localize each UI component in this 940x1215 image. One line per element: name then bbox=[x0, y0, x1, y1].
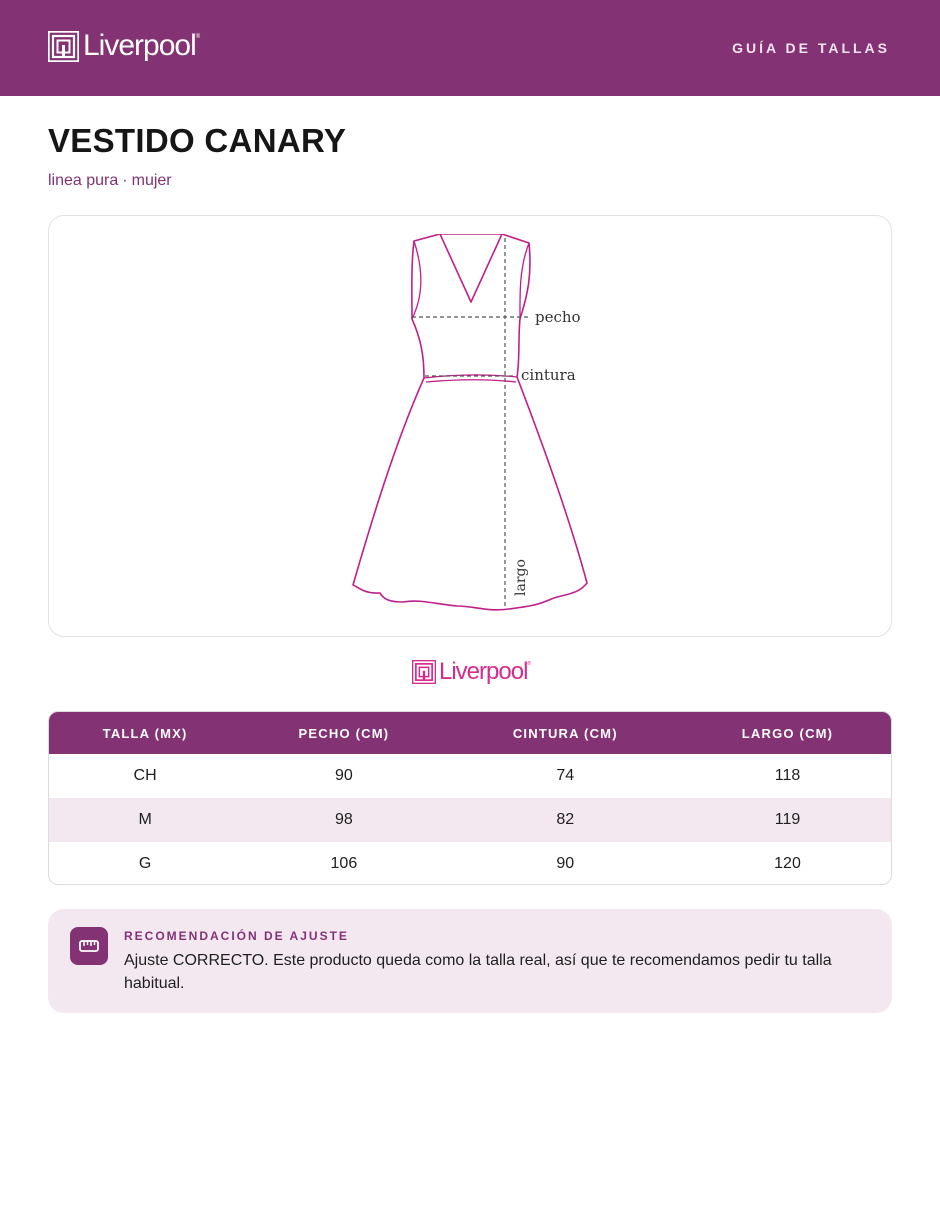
cell-chest: 98 bbox=[334, 811, 353, 828]
table-row bbox=[49, 842, 891, 885]
table-header-row bbox=[49, 712, 891, 754]
chest-label: pecho bbox=[535, 308, 581, 326]
size-table-card bbox=[48, 711, 892, 885]
length-label: largo bbox=[513, 559, 529, 596]
product-title: VESTIDO CANARY bbox=[48, 122, 347, 159]
size-table bbox=[49, 712, 891, 885]
trademark-symbol: ® bbox=[195, 34, 201, 40]
brand-wordmark: Liverpool bbox=[83, 29, 196, 62]
waist-seam-bottom bbox=[426, 380, 516, 382]
cell-chest: 90 bbox=[334, 767, 353, 784]
product-gender: mujer bbox=[131, 172, 172, 189]
strap-right bbox=[520, 243, 529, 319]
size-guide-link[interactable]: GUÍA DE TALLAS bbox=[732, 40, 890, 56]
dress-outline bbox=[353, 234, 587, 610]
column-header-chest: PECHO (CM) bbox=[298, 725, 390, 741]
brand-logo[interactable] bbox=[48, 30, 200, 62]
dress-diagram-card bbox=[48, 215, 892, 637]
waist-label: cintura bbox=[521, 366, 576, 384]
cell-size: CH bbox=[133, 767, 157, 784]
table-row bbox=[49, 754, 891, 798]
cell-length: 120 bbox=[774, 855, 801, 872]
column-header-size: TALLA (MX) bbox=[102, 725, 188, 741]
cell-length: 118 bbox=[774, 767, 801, 784]
brand-logo-secondary bbox=[412, 659, 531, 685]
cell-length: 119 bbox=[774, 811, 801, 828]
column-header-waist: CINTURA (CM) bbox=[512, 725, 618, 741]
trademark-symbol: ® bbox=[527, 661, 532, 667]
column-header-length: LARGO (CM) bbox=[741, 725, 834, 741]
product-subtitle bbox=[48, 172, 172, 190]
table-row bbox=[49, 798, 891, 842]
cell-chest: 106 bbox=[330, 855, 358, 872]
subtitle-separator: · bbox=[122, 172, 128, 189]
product-line: linea pura bbox=[48, 172, 119, 189]
cell-waist: 90 bbox=[556, 855, 575, 872]
ruler-icon bbox=[70, 927, 108, 965]
liverpool-logo-icon bbox=[412, 660, 436, 684]
fit-recommendation-title: RECOMENDACIÓN DE AJUSTE bbox=[124, 929, 349, 943]
page-header bbox=[0, 0, 940, 96]
dress-measurement-diagram bbox=[339, 234, 599, 616]
fit-recommendation-text: Ajuste CORRECTO. Este producto queda como la talla real, así que te recomendamos pedir tu talla habitual. bbox=[124, 952, 832, 992]
cell-waist: 74 bbox=[556, 767, 575, 784]
liverpool-logo-icon bbox=[48, 31, 79, 62]
cell-waist: 82 bbox=[556, 811, 575, 828]
neckline bbox=[440, 234, 502, 302]
cell-size: M bbox=[138, 811, 152, 828]
brand-wordmark-secondary: Liverpool bbox=[439, 658, 528, 685]
fit-recommendation-card bbox=[48, 909, 892, 1013]
cell-size: G bbox=[138, 855, 152, 872]
